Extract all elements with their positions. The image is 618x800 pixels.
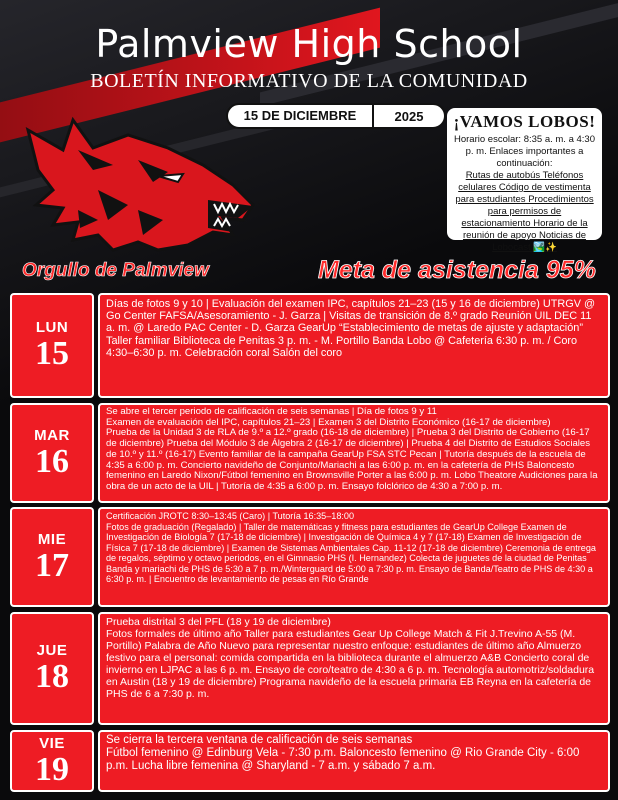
event-text: Se abre el tercer periodo de calificación de seis semanas | Día de fotos 9 y 11 bbox=[106, 406, 437, 417]
day-number: 17 bbox=[35, 546, 69, 584]
event-text: Fotos de graduación (Regalado) | Taller de matemáticas y fitness para estudiantes de GearUp College Examen de Investigación de Biología 7 (17-18 de diciembre) | Investigación de Química 4 y 7 (17-18) Examen de Investigación de Física 7 (17-18 de diciembre) | Examen de Sistemas Ambientales Cap. 11-12 (17-18 de diciembre) Ceremonia de entrega de regalos, séptimo y octavo periodos, en el Gimnasio PHS (I. Hernandez) Colecta de juguetes de la ciudad de Penitas Banda y mariachi de PHS de 5:30 a 7 p. m./Winterguard de 5:00 a 7:30 p. m. Ensayo de Banda/Teatro de PHS de 4:30 a 6:30 p. m. | Encuentro de levantamiento de pesas en Río Grande bbox=[106, 521, 596, 584]
day-badge bbox=[10, 612, 94, 725]
wolf-mascot-logo bbox=[18, 110, 268, 260]
day-abbr: LUN bbox=[35, 319, 69, 336]
day-row-thursday bbox=[10, 612, 610, 725]
day-events bbox=[98, 403, 610, 503]
day-number: 16 bbox=[35, 442, 69, 480]
event-text: Prueba distrital 3 del PFL (18 y 19 de diciembre) bbox=[106, 616, 331, 628]
pride-label: Orgullo de Palmview bbox=[22, 260, 209, 281]
event-text: Fútbol femenino @ Edinburg Vela - 7:30 p.m. Baloncesto femenino @ Rio Grande City - 6:00 p.m. Lucha libre femenina @ Sharyland - 7 a.m. y sábado 7 a.m. bbox=[106, 747, 580, 773]
date-label: 15 DE DICIEMBRE bbox=[228, 105, 374, 127]
day-badge bbox=[10, 507, 94, 607]
event-text: Días de fotos 9 y 10 | Evaluación del examen IPC, capítulos 21–23 (15 y 16 de diciembre) UTRGV @ Go Center FAFSA/Asesoramiento - J. Garza | Visitas de transición de 8.º grado Reunión UIL DEC 11 a. m. @ Laredo PAC Center - D. Garza GearUp “Establecimiento de metas de ajuste y adaptación” Taller familiar Biblioteca de Penitas 3 p. m. - M. Portillo Banda Lobo @ Cafetería 6:30 p. m. / Coro 4:30–6:30 p. m. Celebración coral Salón del coro bbox=[106, 298, 596, 359]
info-box bbox=[447, 108, 602, 253]
school-schedule: Horario escolar: 8:35 a. m. a 4:30 p. m. Enlaces importantes a continuación: bbox=[454, 134, 595, 169]
school-title: Palmview High School bbox=[95, 22, 523, 66]
event-text: Certificación JROTC 8:30–13:45 (Caro) | Tutoría 16:35–18:00 bbox=[106, 511, 355, 521]
important-links[interactable]: Rutas de autobús Teléfonos celulares Código de vestimenta para estudiantes Procedimientos para permisos de estacionamiento Horario de la reunión de apoyo Noticias de Lobocast 🏞️✨ bbox=[455, 170, 594, 253]
day-abbr: MAR bbox=[34, 426, 70, 444]
day-abbr: JUE bbox=[36, 642, 68, 659]
day-badge bbox=[10, 730, 94, 792]
day-number: 18 bbox=[35, 658, 69, 695]
event-text: Prueba de la Unidad 3 de RLA de 9.º a 12.º grado (16-18 de diciembre) | Prueba 3 del Distrito de Gobierno (16-17 de diciembre) Prueba del Módulo 3 de Álgebra 2 (16-17 de diciembre) | Prueba 4 del Distrito de Estudios Sociales de 10.º y 11.º (16-17) Evento familiar de la campaña GearUp FSA STC Pecan | Tutoría después de la escuela de 4:35 a 6:00 p. m. Concierto navideño de Conjunto/Mariachi a las 6:00 p. m. en la cafetería de PHS Baloncesto femenino en Laredo Nixon/Fútbol femenino en Brownsville Porter a las 6:00 p. m. Lobo Theatore Audiciones para la obra de un acto de la UIL | Tutoría de 4:35 a 6:00 p. m. Ensayo folclórico de 4:30 a 7:00 p. m. bbox=[106, 427, 598, 492]
day-abbr: MIE bbox=[37, 530, 67, 548]
day-number: 19 bbox=[35, 750, 69, 788]
day-row-wednesday bbox=[10, 507, 610, 607]
day-badge bbox=[10, 403, 94, 503]
attendance-goal: Meta de asistencia 95% bbox=[318, 256, 596, 284]
day-events bbox=[98, 612, 610, 725]
event-text: Fotos formales de último año Taller para estudiantes Gear Up College Match & Fit J.Trevino A-55 (M. Portillo) Palabra de Año Nuevo para representar nuestro enfoque: estudiantes de último año Almuerzo festivo para el personal: comida compartida en la biblioteca durante el almuerzo A&B Concierto coral de invierno en LJPAC a las 6 p. m. Ensayo de coro/teatro de 4:30 a 6 p. m. Tecnología automotriz/soldadura en Austin (18 y 19 de diciembre) Programa navideño de la escuela primaria EB Reyna en la cafetería de PHS de 6 a 7:30 p. m. bbox=[106, 628, 595, 700]
event-text: Examen de evaluación del IPC, capítulos 21–23 | Examen 3 del Distrito Económico (16-17 de diciembre) bbox=[106, 416, 551, 428]
day-number: 15 bbox=[35, 335, 69, 372]
day-events bbox=[98, 730, 610, 792]
info-box-heading: ¡VAMOS LOBOS! bbox=[453, 112, 596, 131]
year-label: 2025 bbox=[394, 108, 424, 124]
day-events bbox=[98, 507, 610, 607]
day-badge bbox=[10, 293, 94, 398]
day-abbr: VIE bbox=[39, 734, 65, 752]
day-events bbox=[98, 293, 610, 398]
day-row-friday bbox=[10, 730, 610, 792]
newsletter-subtitle: BOLETÍN INFORMATIVO DE LA COMUNIDAD bbox=[90, 70, 528, 92]
day-row-monday bbox=[10, 293, 610, 398]
event-text: Se cierra la tercera ventana de calificación de seis semanas bbox=[106, 734, 413, 746]
day-row-tuesday bbox=[10, 403, 610, 503]
